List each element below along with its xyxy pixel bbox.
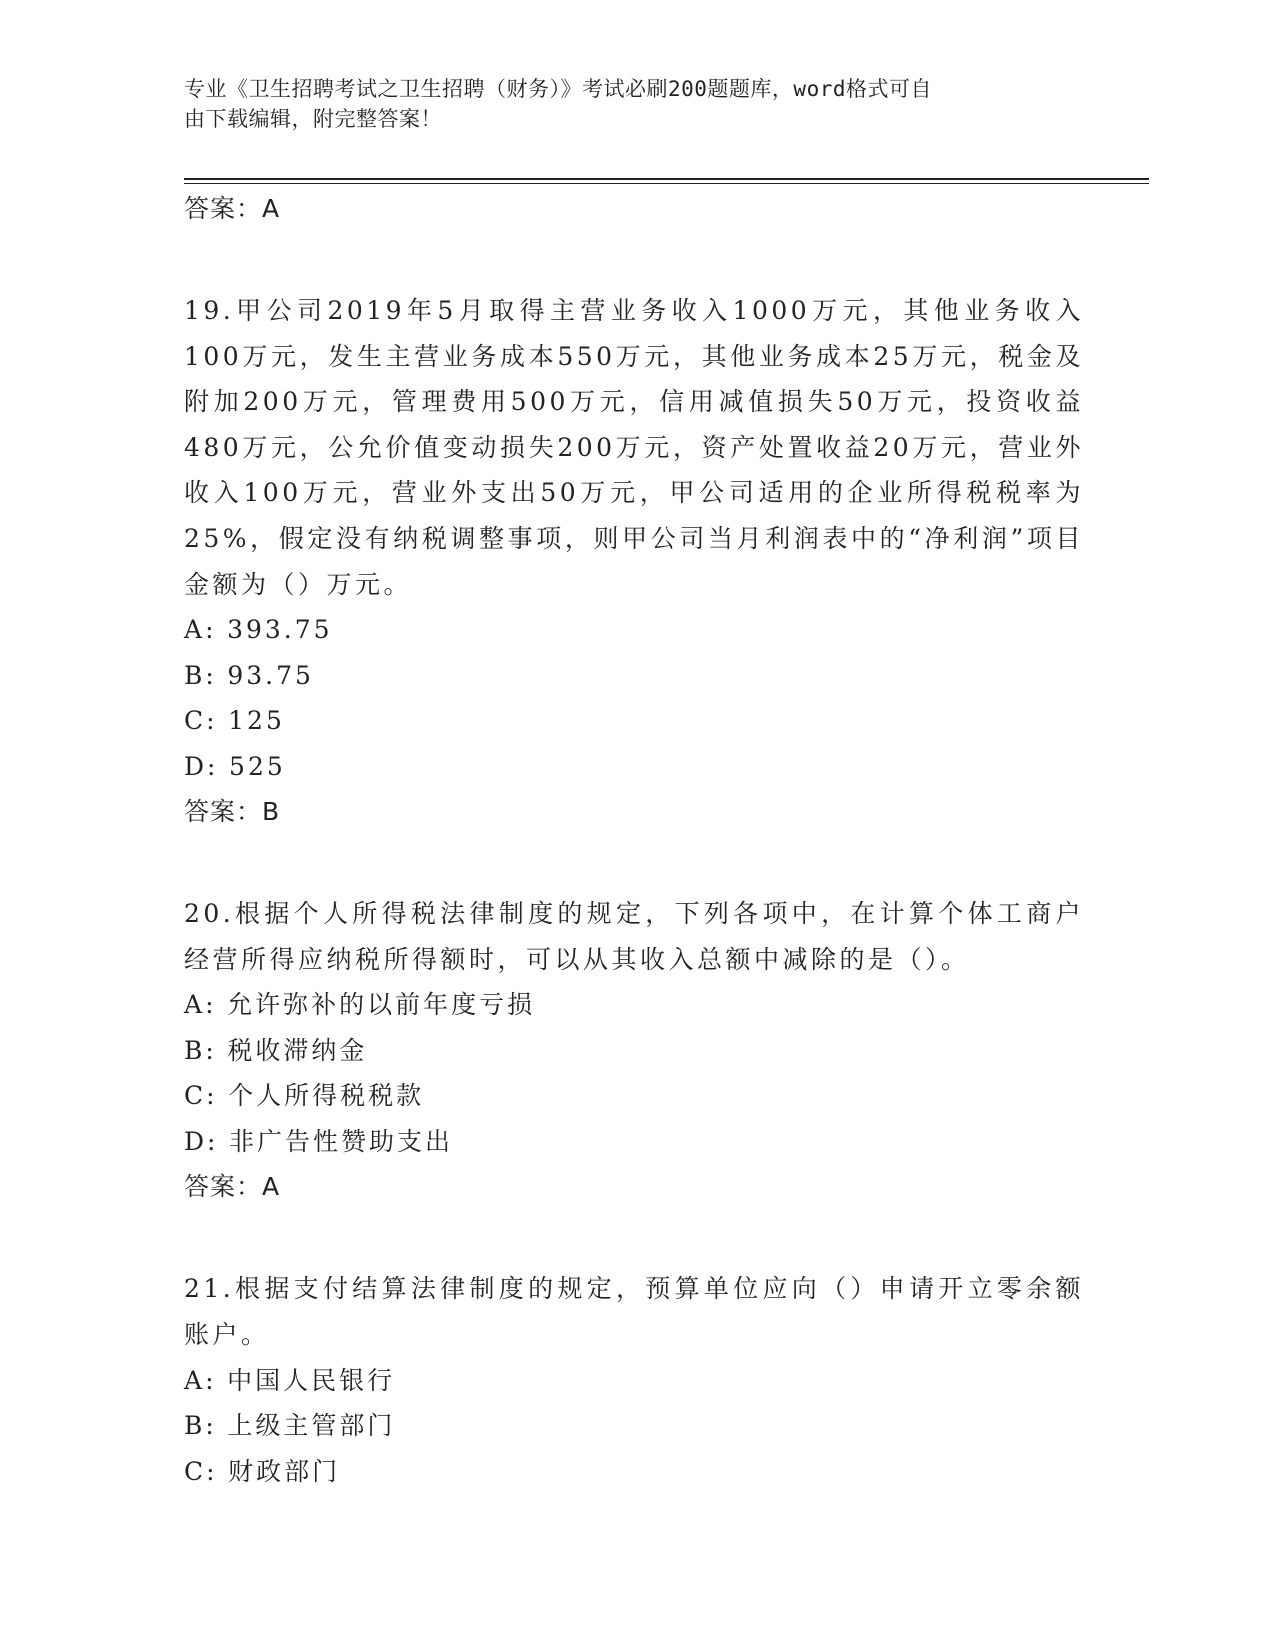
option-text: 允许弥补的以前年度亏损 <box>227 990 536 1020</box>
header-divider-thin <box>184 183 1149 184</box>
question-text: 19.甲公司2019年5月取得主营业务收入1000万元，其他业务收入100万元，发生主营业务成本550万元，其他业务成本25万元，税金及附加200万元，管理费用500万元，信用减值损失50万元，投资收益480万元，公允价值变动损失200万元，资产处置收益20万元，营业外收入100万元，营业外支出50万元，甲公司适用的企业所得税税率为25%，假定没有纳税调整事项，则甲公司当月利润表中的“净利润”项目金额为（）万元。 <box>184 296 1084 599</box>
answer-line: 答案：B <box>184 797 281 827</box>
option-key: D <box>184 1126 208 1156</box>
answer-line: 答案：A <box>184 1172 281 1202</box>
option-d: D: 525 <box>184 744 1084 790</box>
question-block-19 <box>184 288 1084 835</box>
option-text: 中国人民银行 <box>227 1365 396 1395</box>
option-key: A <box>184 990 206 1020</box>
question-list <box>184 186 1084 1494</box>
question-block-21 <box>184 1266 1084 1494</box>
option-text: 125 <box>228 706 285 736</box>
question-text: 20.根据个人所得税法律制度的规定，下列各项中，在计算个体工商户经营所得应纳税所得额时，可以从其收入总额中减除的是（）。 <box>184 899 1084 974</box>
option-text: 上级主管部门 <box>227 1411 396 1441</box>
option-b: B: 93.75 <box>184 653 1084 699</box>
spacer <box>184 232 1084 288</box>
previous-answer: 答案：A <box>184 194 281 223</box>
option-c: C: 125 <box>184 698 1084 744</box>
option-text: 财政部门 <box>228 1456 341 1486</box>
option-key: A <box>184 615 206 645</box>
option-key: C <box>184 706 207 736</box>
option-text: 个人所得税税款 <box>228 1081 425 1111</box>
option-c: C: 财政部门 <box>184 1449 1084 1495</box>
option-c: C: 个人所得税税款 <box>184 1073 1084 1119</box>
option-key: B <box>184 1035 206 1065</box>
option-key: C <box>184 1081 207 1111</box>
option-a: A: 中国人民银行 <box>184 1358 1084 1404</box>
question-block-20 <box>184 891 1084 1210</box>
option-text: 税收滞纳金 <box>227 1035 368 1065</box>
option-key: B <box>184 1411 206 1441</box>
option-key: C <box>184 1456 207 1486</box>
spacer <box>184 835 1084 891</box>
option-key: A <box>184 1365 206 1395</box>
header-divider-thick <box>184 178 1149 180</box>
option-d: D: 非广告性赞助支出 <box>184 1119 1084 1165</box>
option-b: B: 上级主管部门 <box>184 1403 1084 1449</box>
document-header <box>184 74 1064 134</box>
option-text: 525 <box>229 751 286 781</box>
option-text: 93.75 <box>227 660 314 690</box>
header-line-2: 由下载编辑，附完整答案！ <box>184 107 442 131</box>
option-b: B: 税收滞纳金 <box>184 1028 1084 1074</box>
option-text: 393.75 <box>227 615 333 645</box>
question-text: 21.根据支付结算法律制度的规定，预算单位应向（）申请开立零余额账户。 <box>184 1274 1084 1349</box>
option-text: 非广告性赞助支出 <box>229 1126 454 1156</box>
spacer <box>184 1210 1084 1266</box>
option-key: D <box>184 751 208 781</box>
option-a: A: 允许弥补的以前年度亏损 <box>184 982 1084 1028</box>
header-line-1: 专业《卫生招聘考试之卫生招聘（财务）》考试必刷200题题库，word格式可自 <box>184 77 932 101</box>
option-key: B <box>184 660 206 690</box>
option-a: A: 393.75 <box>184 607 1084 653</box>
